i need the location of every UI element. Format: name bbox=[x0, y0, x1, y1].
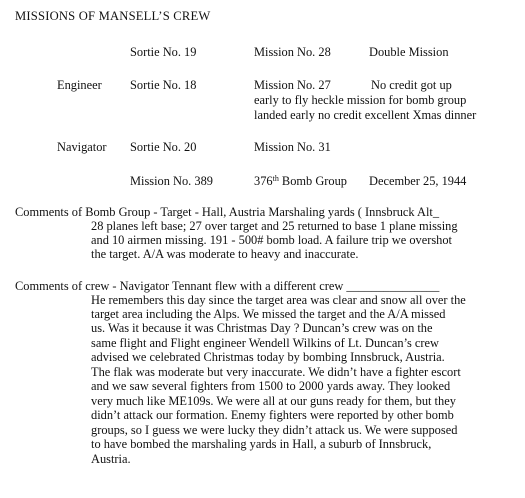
page-title: MISSIONS OF MANSELL’S CREW bbox=[15, 9, 211, 23]
comment-line: same flight and Flight engineer Wendell Wilkins of Lt. Duncan’s crew bbox=[91, 336, 440, 350]
bomb-group-label: Bomb Group bbox=[278, 174, 347, 188]
comment-line: to have bombed the marshaling yards in Hall, a suburb of Innsbruck, bbox=[91, 437, 432, 451]
group-mission-number: Mission No. 389 bbox=[130, 174, 213, 188]
comment-line: advised we celebrated Christmas today by bombing Innsbruck, Austria. bbox=[91, 350, 445, 364]
comment-line: He remembers this day since the target area was clear and snow all over the bbox=[91, 293, 466, 307]
comment-line: Comments of Bomb Group - Target - Hall, Austria Marshaling yards ( Innsbruck Alt_ bbox=[15, 205, 440, 219]
mission-note: No credit got up bbox=[371, 78, 452, 92]
mission-note: Double Mission bbox=[369, 45, 449, 59]
comment-line: very much like ME109s. We were all at our guns ready for them, but they bbox=[91, 394, 456, 408]
comment-line: didn’t attack our formation. Enemy fighters were reported by other bomb bbox=[91, 408, 454, 422]
mission-number: Mission No. 27 bbox=[254, 78, 331, 92]
comment-line: Comments of crew - Navigator Tennant flew with a different crew _______________ bbox=[15, 279, 440, 293]
comment-line: groups, so I guess we were lucky they didn’t attack us. We were supposed bbox=[91, 423, 458, 437]
sortie-number: Sortie No. 19 bbox=[130, 45, 197, 59]
comment-line: and we saw several fighters from 1500 to 2000 yards away. They looked bbox=[91, 379, 451, 393]
comment-line: 28 planes left base; 27 over target and 25 returned to base 1 plane missing bbox=[91, 219, 458, 233]
comment-line: us. Was it because it was Christmas Day ? Duncan’s crew was on the bbox=[91, 321, 433, 335]
comment-line: Austria. bbox=[91, 452, 131, 466]
sortie-number: Sortie No. 20 bbox=[130, 140, 197, 154]
comment-line: and 10 airmen missing. 191 - 500# bomb load. A failure trip we overshot bbox=[91, 233, 452, 247]
bomb-group-number: 376 bbox=[254, 174, 273, 188]
mission-number: Mission No. 31 bbox=[254, 140, 331, 154]
mission-note: landed early no credit excellent Xmas dinner bbox=[254, 108, 477, 122]
mission-date: December 25, 1944 bbox=[369, 174, 467, 188]
mission-note: early to fly heckle mission for bomb group bbox=[254, 93, 467, 107]
bomb-group bbox=[254, 174, 347, 188]
sortie-number: Sortie No. 18 bbox=[130, 78, 197, 92]
mission-number: Mission No. 28 bbox=[254, 45, 331, 59]
comment-line: The flak was moderate but very inaccurate. We didn’t have a fighter escort bbox=[91, 365, 461, 379]
bomb-group-ordinal-suffix: th bbox=[272, 174, 279, 183]
crew-role-label: Engineer bbox=[57, 78, 102, 92]
crew-role-label: Navigator bbox=[57, 140, 107, 154]
comment-line: the target. A/A was moderate to heavy and inaccurate. bbox=[91, 247, 359, 261]
comment-line: target area including the Alps. We missed the target and the A/A missed bbox=[91, 307, 446, 321]
